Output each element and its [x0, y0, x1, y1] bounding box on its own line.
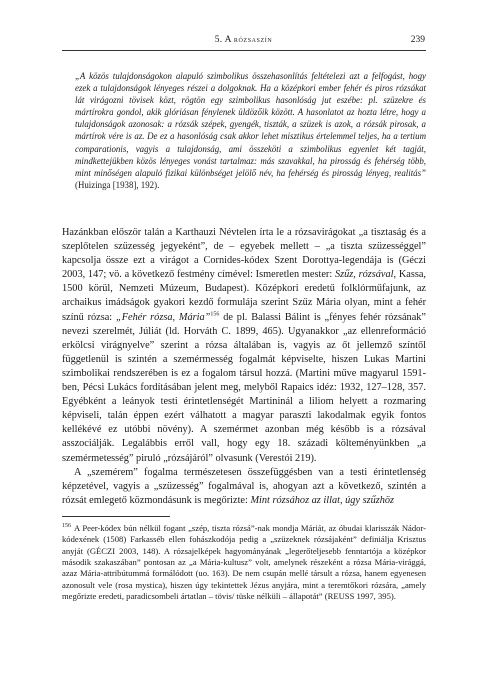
paragraph-text: Hazánkban először talán a Karthauzi Névtelen írta le a rózsavirágokat „a tisztaság és a szeplőtelen szüzesség jegyeként”, de – egyebek mellett – „a tiszta szüzességgel” kapcsolja össze ezt a virágot a Cornides-kódex Szent Dorottya-legendája is (Géczi 2003, 147; vö. a következő festmény címével: Ismeretlen mester: [62, 227, 426, 281]
block-quote [75, 70, 426, 191]
footnote-reference[interactable]: 156 [210, 311, 220, 318]
paragraph [62, 466, 426, 508]
page-header [0, 35, 487, 49]
quote-citation: (Huizinga [1938], 192). [75, 179, 160, 190]
proverb-quote: Mint rózsához az illat, úgy szűzhöz [250, 494, 395, 506]
body-text [62, 226, 426, 508]
footnote [62, 521, 426, 603]
quote-text: „A közös tulajdonságokon alapuló szimbolikus összehasonlítás feltételezi azt a felfogást, hogy ezek a tulajdonságok lényeges részei a dolgoknak. Ha a középkori ember fehér és piros rózsákat lát virágozni tövisek közt, rögtön egy szimbolikus hasonlóság jut eszébe: pl. szüzekre és mártírokra gondol, akik glóriásan fénylenek üldözőik között. A hasonlatot az hozta létre, hogy a tulajdonságok azonosak: a rózsák szépek, gyengék, tiszták, a szüzek is azok, a rózsák pirosak, a mártírok vére is az. De ez a hasonlóság csak akkor lehet misztikus értelemmel teljes, ha a tertium comparationis, vagyis a tulajdonság, ami összeköti a szimbolikus egyenlet két tagját, mindkettejükben közös lényeges vonást tartalmaz: más szavakkal, ha pirosság és fehérség több, mint minőségen alapuló fizikai különbséget jelölő név, ha fehérség és pirosság lényeg, realitás” [75, 71, 426, 178]
footnote-rule [62, 516, 170, 517]
footnote-text: A Peer-kódex bún nélkül fogant „szép, tiszta rózsá”-nak mondja Máriát, az óbudai klarisszák Nádor-kódexének (1508) Farkasséb ellen fohászkodója pedig a „szüzeknek rózsájaként” definiálja Krisztus anyját (GÉCZI 2003, 148). A rózsajelképek hagyományának „legerőteljesebb fenntartója a középkor második szakaszában” pontosan az „a Mária-kultusz” volt, amelynek részeként a rózsa Mária-virággá, azaz Mária-attribútummá formálódott (uo. 163). De nem csupán mellé társult a rózsa, hanem egyenesen azonosult vele (rosa mystica), hiszen úgy tekintettek Jézus anyjára, mint a teremtőkori rózsára, „amely megőrizte eredeti, paradicsombeli ártatlan – tövis/ tüske nélküli – állapotát” (REUSS 1997, 395). [62, 522, 426, 602]
footnote-number: 156 [62, 523, 71, 529]
header-rule [62, 50, 426, 51]
paragraph-text: A „szemérem” fogalma természetesen összefüggésben van a testi érintetlenség képzetével, vagyis a „szüzesség” fogalmával is, ahogyan azt a következő, szintén a rózsát emlegető közmondásunk is megőrizte: [62, 466, 426, 506]
artwork-title: Szűz, rózsával [334, 269, 394, 281]
chapter-prefix: 5. A [214, 35, 232, 45]
page-number: 239 [410, 35, 425, 45]
paragraph [62, 226, 426, 466]
chapter-title: rózsaszín [233, 35, 273, 44]
inline-quote: „Fehér rózsa, Mária” [116, 311, 211, 323]
paragraph-text: de pl. Balassi Bálint is „fényes fehér rózsának” nevezi szerelmét, Júliát (ld. Horváth C. 1899, 465). Ugyanakkor „az ellenreformáció erkölcsi virágnyelve” szerint a rózsa általában is, vagyis az őt jellemző színtől függetlenül is szintén a szemérmesség fogalmát képviselte, hiszen Lukas Martini szimbolikai rendszerében is ez a fogalom társul hozzá. (Martini műve magyarul 1591-ben, Pécsi Lukács fordításában jelent meg, melyből Rapaics idéz: 1932, 127–128, 357. Egyébként a leányok testi érintetlenségét Martininál a liliom helyett a rozmaring képviseli, talán éppen ezért válhatott a magyar paraszti lakodalmak egyik fontos kellékévé ez utóbbi növény). A szemérmet azonban még később is a rózsával asszociálják. Legalábbis erről vall, hogy egy 18. századi költeményünkben „a szemérmetesség” piruló „rózsájáról” olvasunk (Verestói 219). [62, 311, 426, 464]
paragraph-text: , Kassa, 1500 körül, Nemzeti Múzeum, Budapest). Középkori eredetű folklórműfajunk, az archaikus imádságok gyakori kezdő formulája szerint Szűz Mária olyan, mint a fehér színű rózsa: [62, 269, 426, 323]
